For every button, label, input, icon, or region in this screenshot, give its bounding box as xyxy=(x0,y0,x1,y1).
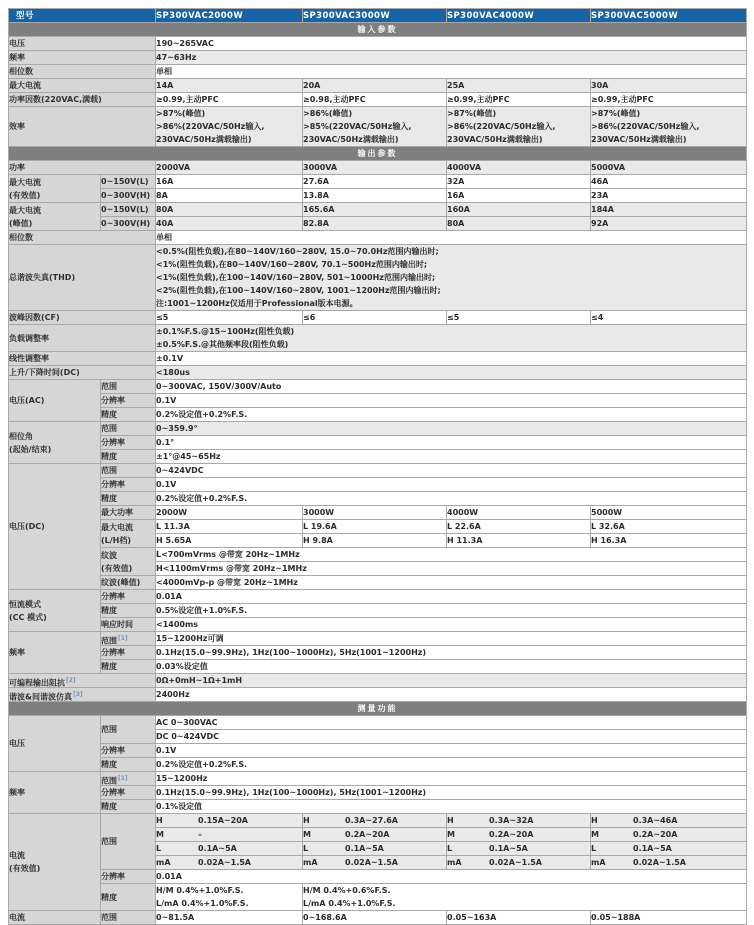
row-sublabel: 精度 xyxy=(101,492,156,506)
table-row xyxy=(9,311,747,325)
value-cell xyxy=(447,828,591,842)
table-row xyxy=(9,492,747,506)
value-cell: 190~265VAC xyxy=(156,37,747,51)
value-cell: <4000mVp-p @带宽 20Hz~1MHz xyxy=(156,576,747,590)
row-sublabel: 分辨率 xyxy=(101,436,156,450)
row-sublabel: 纹波(峰值) xyxy=(101,576,156,590)
value-cell: 5000W xyxy=(591,506,747,520)
value-cell: H<1100mVrms @带宽 20Hz~1MHz xyxy=(156,562,747,576)
value-cell: 2000VA xyxy=(156,161,303,175)
section-header-row xyxy=(9,147,747,161)
row-sublabel: 范围[1] xyxy=(101,632,156,646)
model-column-label: 型号 xyxy=(9,9,156,23)
value-cell: 16A xyxy=(447,189,591,203)
table-row xyxy=(9,175,747,189)
value-cell: ±1°@45~65Hz xyxy=(156,450,747,464)
value-cell: 0.2%设定值+0.2%F.S. xyxy=(156,408,747,422)
value-cell: 2000W xyxy=(156,506,303,520)
table-row xyxy=(9,744,747,758)
value-cell: 3000W xyxy=(303,506,447,520)
value-cell: 0.1Hz(15.0~99.9Hz), 1Hz(100~1000Hz), 5Hz(1001~1200Hz) xyxy=(156,646,747,660)
value-cell: H/M 0.4%+1.0%F.S. L/mA 0.4%+1.0%F.S. xyxy=(156,884,303,911)
row-label: 可编程输出阻抗[2] xyxy=(9,674,156,688)
row-sublabel: 分辨率 xyxy=(101,590,156,604)
row-sublabel: 精度 xyxy=(101,450,156,464)
section-title: 输入参数 xyxy=(9,23,747,37)
row-sublabel: 范围 xyxy=(101,380,156,394)
value-cell: 0~168.6A xyxy=(303,911,447,925)
row-sublabel: 分辨率 xyxy=(101,646,156,660)
value-cell: 165.6A xyxy=(303,203,447,217)
table-row xyxy=(9,884,747,911)
range-value: 0.1A~5A xyxy=(345,844,384,853)
value-cell: H 9.8A xyxy=(303,534,447,548)
table-row xyxy=(9,217,747,231)
row-label: 电压 xyxy=(9,37,156,51)
value-cell: 40A xyxy=(156,217,303,231)
row-label: 恒流模式 (CC 模式) xyxy=(9,590,101,632)
footnote-marker: [1] xyxy=(118,775,128,782)
value-cell: 25A xyxy=(447,79,591,93)
row-label: 谐波&间谐波仿真[3] xyxy=(9,688,156,702)
table-row xyxy=(9,814,747,828)
value-cell: 0.05~188A xyxy=(591,911,747,925)
table-row xyxy=(9,189,747,203)
range-value: 0.3A~46A xyxy=(633,816,678,825)
value-cell: H 5.65A xyxy=(156,534,303,548)
row-label: 波峰因数(CF) xyxy=(9,311,156,325)
row-sublabel: 分辨率 xyxy=(101,870,156,884)
table-row xyxy=(9,352,747,366)
range-value: 0.2A~20A xyxy=(489,830,534,839)
range-value: 0.1A~5A xyxy=(198,844,237,853)
value-cell: L 11.3A xyxy=(156,520,303,534)
row-label: 效率 xyxy=(9,107,156,147)
value-cell xyxy=(591,856,747,870)
range-band-label: M xyxy=(591,830,599,839)
value-cell: 27.6A xyxy=(303,175,447,189)
range-band-label: mA xyxy=(591,858,606,867)
range-value: 0.02A~1.5A xyxy=(198,858,251,867)
table-row xyxy=(9,203,747,217)
value-cell: 4000VA xyxy=(447,161,591,175)
value-cell: 0.1%设定值 xyxy=(156,800,747,814)
model-header-row xyxy=(9,9,747,23)
row-sublabel: 精度 xyxy=(101,408,156,422)
range-band-label: mA xyxy=(303,858,318,867)
range-value: 0.1A~5A xyxy=(633,844,672,853)
row-sublabel: 分辨率 xyxy=(101,394,156,408)
row-sublabel: 精度 xyxy=(101,758,156,772)
row-sublabel: 分辨率 xyxy=(101,478,156,492)
row-sublabel: 响应时间 xyxy=(101,618,156,632)
table-row xyxy=(9,688,747,702)
row-label: 电压 xyxy=(9,716,101,772)
row-sublabel: 范围[1] xyxy=(101,772,156,786)
value-cell: 8A xyxy=(156,189,303,203)
value-cell xyxy=(156,856,303,870)
table-row xyxy=(9,464,747,478)
table-row xyxy=(9,646,747,660)
table-row xyxy=(9,800,747,814)
row-sublabel: 分辨率 xyxy=(101,786,156,800)
range-band-label: mA xyxy=(156,858,171,867)
value-cell: 0.1V xyxy=(156,394,747,408)
value-cell: >87%(峰值) >86%(220VAC/50Hz输入, 230VAC/50Hz满载输出) xyxy=(447,107,591,147)
value-cell: ≥0.99,主动PFC xyxy=(156,93,303,107)
row-label: 负载调整率 xyxy=(9,325,156,352)
table-row xyxy=(9,408,747,422)
value-cell xyxy=(447,814,591,828)
row-label: 功率 xyxy=(9,161,156,175)
row-label: 最大电流 (峰值) xyxy=(9,203,101,231)
table-row xyxy=(9,436,747,450)
value-cell: <1400ms xyxy=(156,618,747,632)
range-band-label: H xyxy=(447,816,454,825)
table-row xyxy=(9,478,747,492)
row-label: 总谐波失真(THD) xyxy=(9,245,156,311)
value-cell: 0.05~163A xyxy=(447,911,591,925)
table-row xyxy=(9,576,747,590)
value-cell: 0.1° xyxy=(156,436,747,450)
range-band-label: L xyxy=(447,844,453,853)
value-cell: L 19.6A xyxy=(303,520,447,534)
row-sublabel: 精度 xyxy=(101,800,156,814)
value-cell: 30A xyxy=(591,79,747,93)
value-cell: 单相 xyxy=(156,231,747,245)
table-row xyxy=(9,366,747,380)
value-cell: H/M 0.4%+0.6%F.S. L/mA 0.4%+1.0%F.S. xyxy=(303,884,747,911)
row-label: 相位数 xyxy=(9,231,156,245)
row-sublabel: 最大电流 (L/H档) xyxy=(101,520,156,548)
model-header: SP300VAC5000W xyxy=(591,9,747,23)
value-cell: 23A xyxy=(591,189,747,203)
model-header: SP300VAC3000W xyxy=(303,9,447,23)
table-row xyxy=(9,245,747,311)
value-cell: L<700mVrms @带宽 20Hz~1MHz xyxy=(156,548,747,562)
row-sublabel: 最大功率 xyxy=(101,506,156,520)
table-row xyxy=(9,65,747,79)
value-cell: ≤5 xyxy=(156,311,303,325)
row-label: 电压(DC) xyxy=(9,464,101,590)
range-band-label: H xyxy=(591,816,598,825)
value-cell: ≤5 xyxy=(447,311,591,325)
value-cell: 0.1V xyxy=(156,478,747,492)
row-label: 线性调整率 xyxy=(9,352,156,366)
table-row xyxy=(9,520,747,534)
value-cell xyxy=(303,856,447,870)
value-cell xyxy=(156,814,303,828)
table-row xyxy=(9,590,747,604)
range-value: 0.02A~1.5A xyxy=(345,858,398,867)
row-sublabel: 0~300V(H) xyxy=(101,189,156,203)
value-cell: DC 0~424VDC xyxy=(156,730,747,744)
value-cell: 0.5%设定值+1.0%F.S. xyxy=(156,604,747,618)
table-row xyxy=(9,772,747,786)
value-cell: 0.1Hz(15.0~99.9Hz), 1Hz(100~1000Hz), 5Hz(1001~1200Hz) xyxy=(156,786,747,800)
value-cell xyxy=(156,828,303,842)
value-cell: 4000W xyxy=(447,506,591,520)
value-cell: ≤4 xyxy=(591,311,747,325)
table-row xyxy=(9,37,747,51)
table-row xyxy=(9,380,747,394)
table-row xyxy=(9,107,747,147)
range-value: – xyxy=(198,830,202,839)
range-value: 0.02A~1.5A xyxy=(489,858,542,867)
range-value: 0.3A~32A xyxy=(489,816,534,825)
range-value: 0.1A~5A xyxy=(489,844,528,853)
value-cell xyxy=(591,842,747,856)
value-cell: 184A xyxy=(591,203,747,217)
value-cell: 3000VA xyxy=(303,161,447,175)
table-row xyxy=(9,394,747,408)
value-cell: <180us xyxy=(156,366,747,380)
table-row xyxy=(9,604,747,618)
value-cell: 0Ω+0mH~1Ω+1mH xyxy=(156,674,747,688)
row-sublabel: 0~300V(H) xyxy=(101,217,156,231)
table-row xyxy=(9,506,747,520)
row-sublabel: 分辨率 xyxy=(101,744,156,758)
value-cell: <0.5%(阻性负载),在80~140V/160~280V, 15.0~70.0Hz范围内输出时; <1%(阻性负载),在80~140V/160~280V, 70.1~500Hz范围内输出时; <1%(阻性负载),在100~140V/160~280V, 501~1000Hz范围内输出时; <2%(阻性负载),在100~140V/160~280V, 1001~1200Hz范围内输出时; 注:1001~1200Hz仅适用于Professional版本电源。 xyxy=(156,245,747,311)
value-cell xyxy=(591,828,747,842)
value-cell: 160A xyxy=(447,203,591,217)
value-cell: 0.2%设定值+0.2%F.S. xyxy=(156,758,747,772)
value-cell: 15~1200Hz xyxy=(156,772,747,786)
value-cell xyxy=(447,856,591,870)
spec-table xyxy=(8,8,747,925)
value-cell: 20A xyxy=(303,79,447,93)
row-label: 频率 xyxy=(9,772,101,814)
row-sublabel: 0~150V(L) xyxy=(101,203,156,217)
range-band-label: M xyxy=(447,830,455,839)
value-cell xyxy=(303,842,447,856)
value-cell: 82.8A xyxy=(303,217,447,231)
value-cell: H 11.3A xyxy=(447,534,591,548)
value-cell: 0.01A xyxy=(156,870,747,884)
range-band-label: M xyxy=(303,830,311,839)
value-cell: 0.01A xyxy=(156,590,747,604)
table-row xyxy=(9,161,747,175)
value-cell: 92A xyxy=(591,217,747,231)
value-cell: L 32.6A xyxy=(591,520,747,534)
value-cell: AC 0~300VAC xyxy=(156,716,747,730)
row-sublabel: 范围 xyxy=(101,814,156,870)
footnote-marker: [1] xyxy=(118,635,128,642)
row-sublabel: 范围 xyxy=(101,716,156,744)
row-sublabel: 纹波 (有效值) xyxy=(101,548,156,576)
table-row xyxy=(9,911,747,925)
range-band-label: H xyxy=(156,816,163,825)
value-cell: 32A xyxy=(447,175,591,189)
value-cell: 46A xyxy=(591,175,747,189)
value-cell: 5000VA xyxy=(591,161,747,175)
row-sublabel: 范围 xyxy=(101,422,156,436)
section-title: 测量功能 xyxy=(9,702,747,716)
value-cell: ±0.1V xyxy=(156,352,747,366)
value-cell: ≥0.98,主动PFC xyxy=(303,93,447,107)
value-cell: 0.1V xyxy=(156,744,747,758)
footnote-marker: [2] xyxy=(66,677,76,684)
value-cell: 14A xyxy=(156,79,303,93)
row-label: 电流 xyxy=(9,911,101,925)
section-header-row xyxy=(9,23,747,37)
range-value: 0.2A~20A xyxy=(345,830,390,839)
value-cell: ≥0.99,主动PFC xyxy=(447,93,591,107)
row-label: 相位数 xyxy=(9,65,156,79)
row-label: 电压(AC) xyxy=(9,380,101,422)
row-sublabel: 精度 xyxy=(101,884,156,911)
table-row xyxy=(9,79,747,93)
value-cell: H 16.3A xyxy=(591,534,747,548)
row-label: 相位角 (起始/结束) xyxy=(9,422,101,464)
value-cell: 15~1200Hz可调 xyxy=(156,632,747,646)
value-cell: 80A xyxy=(447,217,591,231)
table-row xyxy=(9,422,747,436)
value-cell: 13.8A xyxy=(303,189,447,203)
value-cell: 2400Hz xyxy=(156,688,747,702)
range-band-label: L xyxy=(591,844,597,853)
table-row xyxy=(9,716,747,730)
table-row xyxy=(9,870,747,884)
row-sublabel: 精度 xyxy=(101,604,156,618)
row-sublabel: 范围 xyxy=(101,911,156,925)
table-row xyxy=(9,231,747,245)
value-cell: 0~81.5A xyxy=(156,911,303,925)
row-sublabel: 范围 xyxy=(101,464,156,478)
value-cell: 16A xyxy=(156,175,303,189)
table-row xyxy=(9,51,747,65)
value-cell xyxy=(447,842,591,856)
value-cell: ±0.1%F.S.@15~100Hz(阻性负载) ±0.5%F.S.@其他频率段(阻性负载) xyxy=(156,325,747,352)
value-cell xyxy=(591,814,747,828)
range-band-label: mA xyxy=(447,858,462,867)
table-row xyxy=(9,325,747,352)
value-cell: L 22.6A xyxy=(447,520,591,534)
row-label: 功率因数(220VAC,满载) xyxy=(9,93,156,107)
table-row xyxy=(9,93,747,107)
value-cell: ≥0.99,主动PFC xyxy=(591,93,747,107)
value-cell: 0~424VDC xyxy=(156,464,747,478)
table-row xyxy=(9,786,747,800)
range-band-label: L xyxy=(303,844,309,853)
row-label: 最大电流 (有效值) xyxy=(9,175,101,203)
row-label: 上升/下降时间(DC) xyxy=(9,366,156,380)
value-cell xyxy=(156,842,303,856)
value-cell: >87%(峰值) >86%(220VAC/50Hz输入, 230VAC/50Hz满载输出) xyxy=(156,107,303,147)
table-row xyxy=(9,674,747,688)
range-band-label: H xyxy=(303,816,310,825)
row-label: 频率 xyxy=(9,51,156,65)
value-cell: 0.2%设定值+0.2%F.S. xyxy=(156,492,747,506)
row-label: 频率 xyxy=(9,632,101,674)
range-value: 0.3A~27.6A xyxy=(345,816,398,825)
range-value: 0.15A~20A xyxy=(198,816,248,825)
value-cell: 0.03%设定值 xyxy=(156,660,747,674)
model-header: SP300VAC2000W xyxy=(156,9,303,23)
range-value: 0.02A~1.5A xyxy=(633,858,686,867)
table-row xyxy=(9,632,747,646)
table-row xyxy=(9,548,747,562)
value-cell: >87%(峰值) >86%(220VAC/50Hz输入, 230VAC/50Hz满载输出) xyxy=(591,107,747,147)
model-header: SP300VAC4000W xyxy=(447,9,591,23)
table-row xyxy=(9,618,747,632)
value-cell: 0~300VAC, 150V/300V/Auto xyxy=(156,380,747,394)
value-cell: 单相 xyxy=(156,65,747,79)
footnote-marker: [3] xyxy=(72,691,83,698)
row-label: 电流 (有效值) xyxy=(9,814,101,911)
section-title: 输出参数 xyxy=(9,147,747,161)
table-row xyxy=(9,758,747,772)
range-value: 0.2A~20A xyxy=(633,830,678,839)
value-cell: ≤6 xyxy=(303,311,447,325)
value-cell: 0~359.9° xyxy=(156,422,747,436)
row-sublabel: 0~150V(L) xyxy=(101,175,156,189)
table-row xyxy=(9,450,747,464)
value-cell: >86%(峰值) >85%(220VAC/50Hz输入, 230VAC/50Hz满载输出) xyxy=(303,107,447,147)
value-cell: 47~63Hz xyxy=(156,51,747,65)
row-sublabel: 精度 xyxy=(101,660,156,674)
row-label: 最大电流 xyxy=(9,79,156,93)
table-row xyxy=(9,660,747,674)
range-band-label: M xyxy=(156,830,164,839)
range-band-label: L xyxy=(156,844,162,853)
value-cell xyxy=(303,814,447,828)
value-cell xyxy=(303,828,447,842)
section-header-row xyxy=(9,702,747,716)
value-cell: 80A xyxy=(156,203,303,217)
